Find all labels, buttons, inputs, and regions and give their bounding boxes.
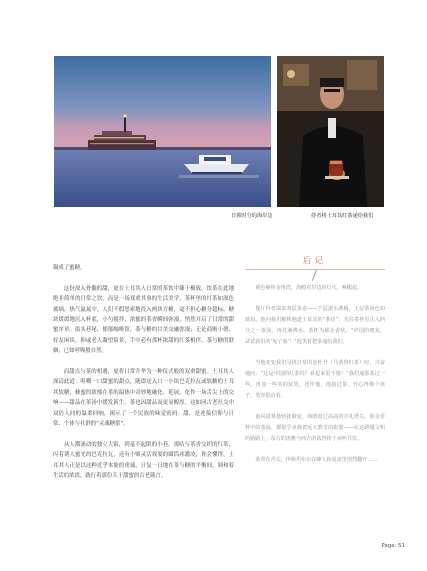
caption-harbor: 日暮时分的海岸边 <box>231 213 273 219</box>
afterword-divider-slash <box>312 269 317 281</box>
photo-harbor-dusk <box>54 56 271 207</box>
afterword-rule <box>245 269 385 270</box>
afterword <box>245 255 385 463</box>
page-number: Page: 51 <box>381 543 405 549</box>
afterword-paragraph: 暮色裹挟金角湾，海鸥对岸边的灯火，唤醒起。 <box>255 285 363 291</box>
photo-waiter-tea <box>277 56 384 207</box>
afterword-paragraph: 茶香在舌尖，伊斯坦布尔在蜂人和夏夜里悄然翻开…… <box>255 457 378 463</box>
afterword-paragraph: 餐厅侍者端来双层茶壶——下层滚水沸腾，上层茶汤色如琥珀。他向我们解释地道土耳其的“茶语”：先往茶杯里注入四分之一茶汤，再兑满沸水。茶杯为郁金香状。“中国的朋友，试试我们的‘兔子血’！”他笑着把茶递给我们。 <box>245 306 385 345</box>
article-body <box>53 263 234 492</box>
caption-waiter: 侍者将土耳其红茶递给我们 <box>311 213 374 219</box>
article-paragraph: 这份深入骨髓的甜，更在土耳其人日常的茶饮中臻于极致。饮茶在此地绝非简单的日常之饮，而是一场郑重其事的生活美学。茶杯里的红茶如深色玻璃，热气氤氲中，人们不假思索地投入两块方糖，毫不担心糖分超标。糖块缓缓地沉入杯底，小勺搅拌，浓郁的茶香瞬间弥漫，悄然开启了日常的甜蜜序章。街头巷尾、郁郁咖啡馆，茶与糖的甘美交融弥漫；无论商贩小憩、好友闲谈，抑或老人凝望街景，手中必有那杯浓甜的红茶相伴。茶与糖的联姻，已如呼吸般自然。 <box>53 285 234 355</box>
afterword-paragraph: 当他变变我们寻找日常的金杜升（马蒂鲁红茶）时，兴奋地问：“这是中国的红茶吗？看起来很不错！”我们递那茶过一些，再加一些笑的玩笑，还作他，他接过茶，开心得像个孩子，笑容很动着。 <box>245 360 385 399</box>
article-paragraph: 从人潮涌动的独立大街，到毫不起眼的小巷，那咕与茶香交织的红茶，闪着诱人蜜光的巴克拉瓦，还有小贩灵活戏耍的圆筒冰激凌，你会懂得，土耳其人正是以这种近乎本能的虔诚，日复一日地在茶与糖的平衡间，调和着生活的浓淡，践行着那份关于甜蜜的古老箴言。 <box>53 441 234 480</box>
article-paragraph: 而甜点与茶的相遇，更将日常升华为一种仪式般的双重甜蜜。土耳其人深谙此道：咀嚼一口甜蜜的甜点，随即送入口一小块巴克拉瓦或软糖的土耳其软糖，蜂蜜的浓郁在茶的温热中奇妙地融化、延展，化作一场舌尖上的交响——甜品在茶汤中缓发新生，茶也因甜品而更显醇厚。这如同古老社交中双倍人间的温柔回响，揭示了一个民族的味觉密码：甜，是连接信仰与日常、个体与社群的“灵魂糖浆”。 <box>53 369 234 428</box>
article-paragraph: 凝成了蜜糖。 <box>53 265 86 271</box>
afterword-body <box>245 283 385 476</box>
afterword-title: 后记 <box>303 256 327 265</box>
afterword-paragraph: 南风晨雾悬轻抚脸庞，海鸥盘过高高的宣礼塔尖。那金香杯中的茶温，都似乎承载着远大教堂的影窗——在这跨越文明的路路上，东方的清雅与西方的浓烈终于举杯共饮。 <box>245 414 385 442</box>
